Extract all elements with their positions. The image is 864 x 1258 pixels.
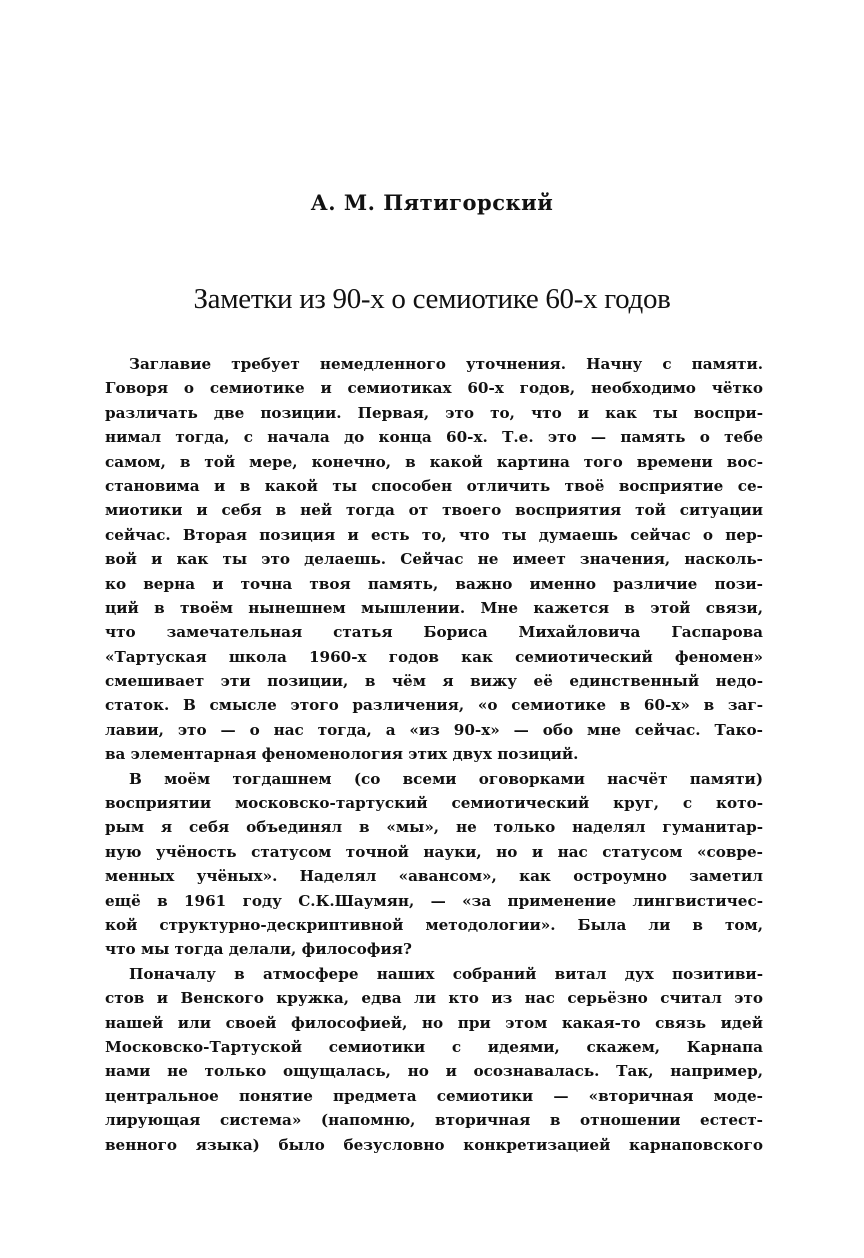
text-line: Говоря о семиотике и семиотиках 60-х годов, необходимо чётко — [105, 379, 763, 398]
text-line: центральное понятие предмета семиотики — «вторичная моде- — [105, 1086, 763, 1105]
text-line: Заглавие требует немедленного уточнения. Начну с памяти. — [129, 355, 763, 373]
text-line: стов и Венского кружка, едва ли кто из нас серьёзно считал это — [105, 989, 763, 1008]
text-line: ва элементарная феноменология этих двух позиций. — [105, 745, 579, 764]
text-line: что замечательная статья Бориса Михайловича Гаспарова — [105, 623, 763, 642]
article-title: Заметки из 90-х о семиотике 60-х годов — [193, 283, 671, 315]
text-line: нашей или своей философией, но при этом какая-то связь идей — [105, 1013, 763, 1032]
text-line: лавии, это — о нас тогда, а «из 90-х» — обо мне сейчас. Тако- — [105, 720, 763, 739]
article-body — [105, 352, 763, 1157]
text-line: различать две позиции. Первая, это то, что и как ты воспри- — [105, 403, 763, 422]
text-line: ещё в 1961 году С.К.Шаумян, — «за применение лингвистичес- — [105, 891, 763, 910]
text-line: вой и как ты это делаешь. Сейчас не имеет значения, насколь- — [105, 550, 763, 569]
text-line: что мы тогда делали, философия? — [105, 940, 412, 959]
text-line: лирующая система» (напомню, вторичная в отношении естест- — [105, 1111, 763, 1130]
text-line: ную учёность статусом точной науки, но и нас статусом «совре- — [105, 842, 763, 861]
text-line: В моём тогдашнем (со всеми оговорками насчёт памяти) — [129, 769, 763, 788]
text-line: становима и в какой ты способен отличить твоё восприятие се- — [105, 476, 763, 495]
text-line: Поначалу в атмосфере наших собраний витал дух позитиви- — [129, 964, 763, 983]
text-line: сейчас. Вторая позиция и есть то, что ты думаешь сейчас о пер- — [105, 525, 763, 544]
text-line: нами не только ощущалась, но и осознавалась. Так, например, — [105, 1062, 763, 1081]
text-line: Московско-Тартуской семиотики с идеями, скажем, Карнапа — [105, 1037, 763, 1056]
text-line: венного языка) было безусловно конкретизацией карнаповского — [105, 1135, 763, 1154]
text-line: ко верна и точна твоя память, важно именно различие пози- — [105, 574, 763, 593]
text-line: самом, в той мере, конечно, в какой картина того времени вос- — [105, 452, 763, 471]
author-name: А. М. Пятигорский — [310, 190, 554, 215]
text-line: смешивает эти позиции, в чём я вижу её единственный недо- — [105, 672, 763, 691]
text-line: миотики и себя в ней тогда от твоего восприятия той ситуации — [105, 501, 763, 520]
text-line: «Тартуская школа 1960-х годов как семиотический феномен» — [105, 647, 763, 666]
text-line: менных учёных». Наделял «авансом», как остроумно заметил — [105, 867, 763, 886]
text-line: ций в твоём нынешнем мышлении. Мне кажется в этой связи, — [105, 598, 763, 617]
text-line: восприятии московско-тартуский семиотический круг, с кото- — [105, 794, 763, 813]
text-line: рым я себя объединял в «мы», не только наделял гуманитар- — [105, 818, 763, 837]
text-line: кой структурно-дескриптивной методологии». Была ли в том, — [105, 915, 763, 934]
text-line: статок. В смысле этого различения, «о семиотике в 60-х» в заг- — [105, 696, 763, 715]
text-line: нимал тогда, с начала до конца 60-х. Т.е. это — память о тебе — [105, 428, 763, 447]
